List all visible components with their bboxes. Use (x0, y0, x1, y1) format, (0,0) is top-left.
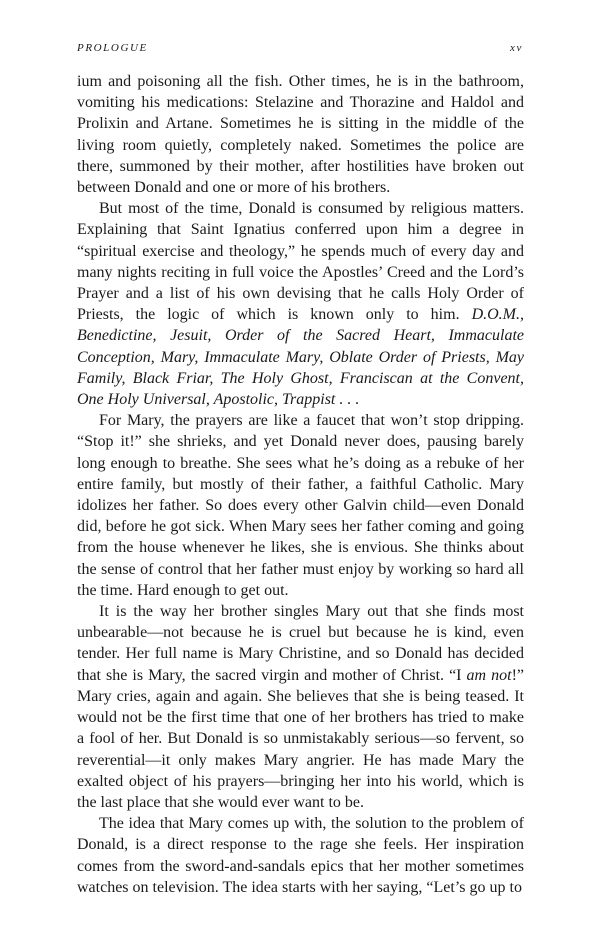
paragraph (77, 71, 524, 198)
text-segment: For Mary, the prayers are like a faucet that won’t stop dripping. “Stop it!” she shrieks, and yet Donald never does, pausing barely long enough to breathe. She sees what he’s doing as a rebuke of her entire family, but mostly of their father, a faithful Catholic. Mary idolizes her father. So does every other Galvin child—even Donald did, before he got sick. When Mary sees her father coming and going from the house whenever he likes, she is envious. She thinks about the sense of control that her father must enjoy by working so hard all the time. Hard enough to get out. (77, 412, 524, 599)
running-head (77, 42, 523, 54)
text-segment: It is the way her brother singles Mary out that she finds most unbearable—not because he is cruel but because he is kind, even tender. Her full name is Mary Christine, and so Donald has decided that she is Mary, the sacred virgin and mother of Christ. “I (77, 603, 524, 684)
italic-text-segment: am not (466, 666, 512, 684)
paragraph (77, 601, 524, 813)
paragraph (77, 813, 524, 898)
text-segment: The idea that Mary comes up with, the solution to the problem of Donald, is a direct response to the rage she feels. Her inspiration comes from the sword-and-sandals epics that her mother sometimes watches on television. The idea starts with her saying, “Let’s go up to (77, 815, 524, 896)
body-text (77, 71, 524, 898)
paragraph (77, 410, 524, 601)
page-number: xv (510, 42, 523, 54)
text-segment: !” Mary cries, again and again. She believes that she is being teased. It would not be the first time that one of her brothers has tried to make a fool of her. But Donald is so unmistakably serious—so fervent, so reverential—it only makes Mary angrier. He has made Mary the exalted object of his prayers—bringing her into his world, which is the last place that she would ever want to be. (77, 666, 524, 811)
chapter-title: PROLOGUE (77, 42, 148, 54)
text-segment: But most of the time, Donald is consumed by religious matters. Explaining that Saint Ignatius conferred upon him a degree in “spiritual exercise and theology,” he spends much of every day and many nights reciting in full voice the Apostles’ Creed and the Lord’s Prayer and a list of his own devising that he calls Holy Order of Priests, the logic of which is known only to him. (77, 200, 524, 324)
italic-text-segment: D.O.M., Benedictine, Jesuit, Order of the Sacred Heart, Immaculate Conception, Mary, Immaculate Mary, Oblate Order of Priests, May Family, Black Friar, The Holy Ghost, Franciscan at the Convent, One Holy Universal, Apostolic, Trappist . . . (77, 306, 524, 409)
text-segment: ium and poisoning all the fish. Other times, he is in the bathroom, vomiting his medications: Stelazine and Thorazine and Haldol and Prolixin and Artane. Sometimes he is sitting in the middle of the living room quietly, completely naked. Sometimes the police are there, summoned by their mother, after hostilities have broken out between Donald and one or more of his brothers. (77, 73, 524, 197)
paragraph (77, 198, 524, 410)
